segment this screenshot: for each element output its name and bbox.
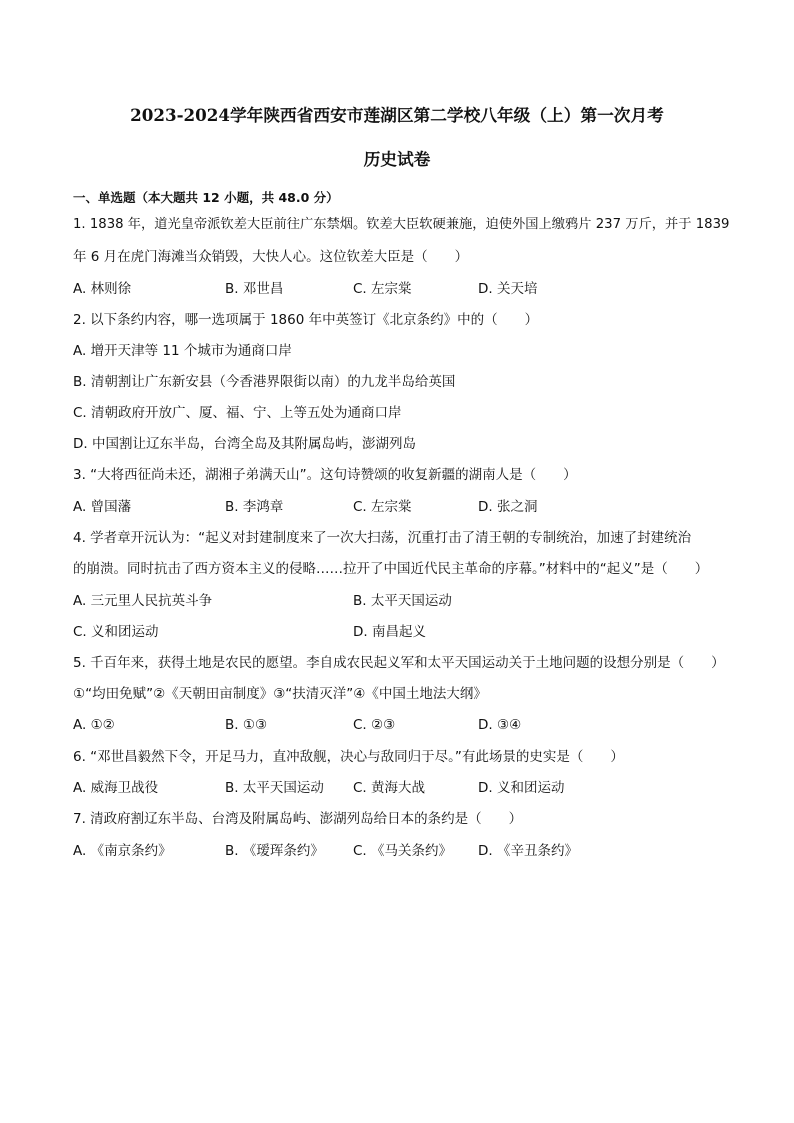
question-3-options xyxy=(73,498,733,516)
question-4-option-b[interactable]: B. 太平天国运动 xyxy=(353,593,452,609)
question-6-option-b[interactable]: B. 太平天国运动 xyxy=(225,780,324,796)
exam-title-line1: 2023-2024学年陕西省西安市莲湖区第二学校八年级（上）第一次月考 xyxy=(130,105,664,125)
question-2-option-d[interactable]: D. 中国割让辽东半岛，台湾全岛及其附属岛屿，澎湖列岛 xyxy=(73,436,416,452)
question-7-option-a[interactable]: A. 《南京条约》 xyxy=(73,843,172,859)
question-3-option-d[interactable]: D. 张之洞 xyxy=(478,499,538,515)
question-6-stem: 6. “邓世昌毅然下令，开足马力，直冲敌舰，决心与敌同归于尽。”有此场景的史实是（ ） xyxy=(73,749,624,765)
question-1-stem-line2: 年 6 月在虎门海滩当众销毁，大快人心。这位钦差大臣是（ ） xyxy=(73,249,469,265)
question-6-option-a[interactable]: A. 威海卫战役 xyxy=(73,780,159,796)
question-5-options xyxy=(73,716,733,734)
question-5-option-a[interactable]: A. ①② xyxy=(73,717,115,733)
question-3-option-c[interactable]: C. 左宗棠 xyxy=(353,499,412,515)
question-7-stem: 7. 清政府割辽东半岛、台湾及附属岛屿、澎湖列岛给日本的条约是（ ） xyxy=(73,811,523,827)
question-2-option-b[interactable]: B. 清朝割让广东新安县（今香港界限街以南）的九龙半岛给英国 xyxy=(73,374,456,390)
question-6-option-c[interactable]: C. 黄海大战 xyxy=(353,780,426,796)
question-1-option-c[interactable]: C. 左宗棠 xyxy=(353,281,412,297)
question-1-stem-line1: 1. 1838 年，道光皇帝派钦差大臣前往广东禁烟。钦差大臣软硬兼施，迫使外国上缴鸦片 237 万斤，并于 1839 xyxy=(73,217,730,232)
question-5-stem-line2: ①“均田免赋”②《天朝田亩制度》③“扶清灭洋”④《中国土地法大纲》 xyxy=(73,686,487,702)
question-5-option-d[interactable]: D. ③④ xyxy=(478,717,522,733)
question-1-option-a[interactable]: A. 林则徐 xyxy=(73,281,132,297)
question-3-option-a[interactable]: A. 曾国藩 xyxy=(73,499,132,515)
question-7-option-c[interactable]: C. 《马关条约》 xyxy=(353,843,453,859)
question-4-stem-line1: 4. 学者章开沅认为：“起义对封建制度来了一次大扫荡，沉重打击了清王朝的专制统治，加速了封建统治 xyxy=(73,530,692,546)
question-7-options xyxy=(73,842,733,860)
question-2-stem: 2. 以下条约内容，哪一选项属于 1860 年中英签订《北京条约》中的（ ） xyxy=(73,312,539,328)
question-7-option-d[interactable]: D. 《辛丑条约》 xyxy=(478,843,578,859)
question-4-stem-line2: 的崩溃。同时抗击了西方资本主义的侵略……拉开了中国近代民主革命的序幕。”材料中的“起义”是（ ） xyxy=(73,561,709,577)
question-4-option-c[interactable]: C. 义和团运动 xyxy=(73,624,159,640)
question-6-options xyxy=(73,779,733,797)
question-5-option-b[interactable]: B. ①③ xyxy=(225,717,268,733)
question-4-options-row2 xyxy=(73,623,733,641)
exam-title-line2: 历史试卷 xyxy=(363,149,431,169)
question-1-options xyxy=(73,280,733,298)
question-2-option-c[interactable]: C. 清朝政府开放广、厦、福、宁、上等五处为通商口岸 xyxy=(73,405,402,421)
question-6-option-d[interactable]: D. 义和团运动 xyxy=(478,780,565,796)
question-5-stem-line1: 5. 千百年来，获得土地是农民的愿望。李自成农民起义军和太平天国运动关于土地问题的设想分别是（ ） xyxy=(73,655,725,671)
question-1-option-d[interactable]: D. 关天培 xyxy=(478,281,538,297)
question-3-option-b[interactable]: B. 李鸿章 xyxy=(225,499,284,515)
question-2-option-a[interactable]: A. 增开天津等 11 个城市为通商口岸 xyxy=(73,343,292,359)
question-4-option-d[interactable]: D. 南昌起义 xyxy=(353,624,426,640)
question-5-option-c[interactable]: C. ②③ xyxy=(353,717,396,733)
question-4-options-row1 xyxy=(73,592,733,610)
question-7-option-b[interactable]: B. 《瑷珲条约》 xyxy=(225,843,324,859)
section-heading: 一、单选题（本大题共 12 小题，共 48.0 分） xyxy=(73,190,339,205)
question-4-option-a[interactable]: A. 三元里人民抗英斗争 xyxy=(73,593,213,609)
question-1-option-b[interactable]: B. 邓世昌 xyxy=(225,281,284,297)
question-3-stem: 3. “大将西征尚未还，湖湘子弟满天山”。这句诗赞颂的收复新疆的湖南人是（ ） xyxy=(73,467,577,483)
